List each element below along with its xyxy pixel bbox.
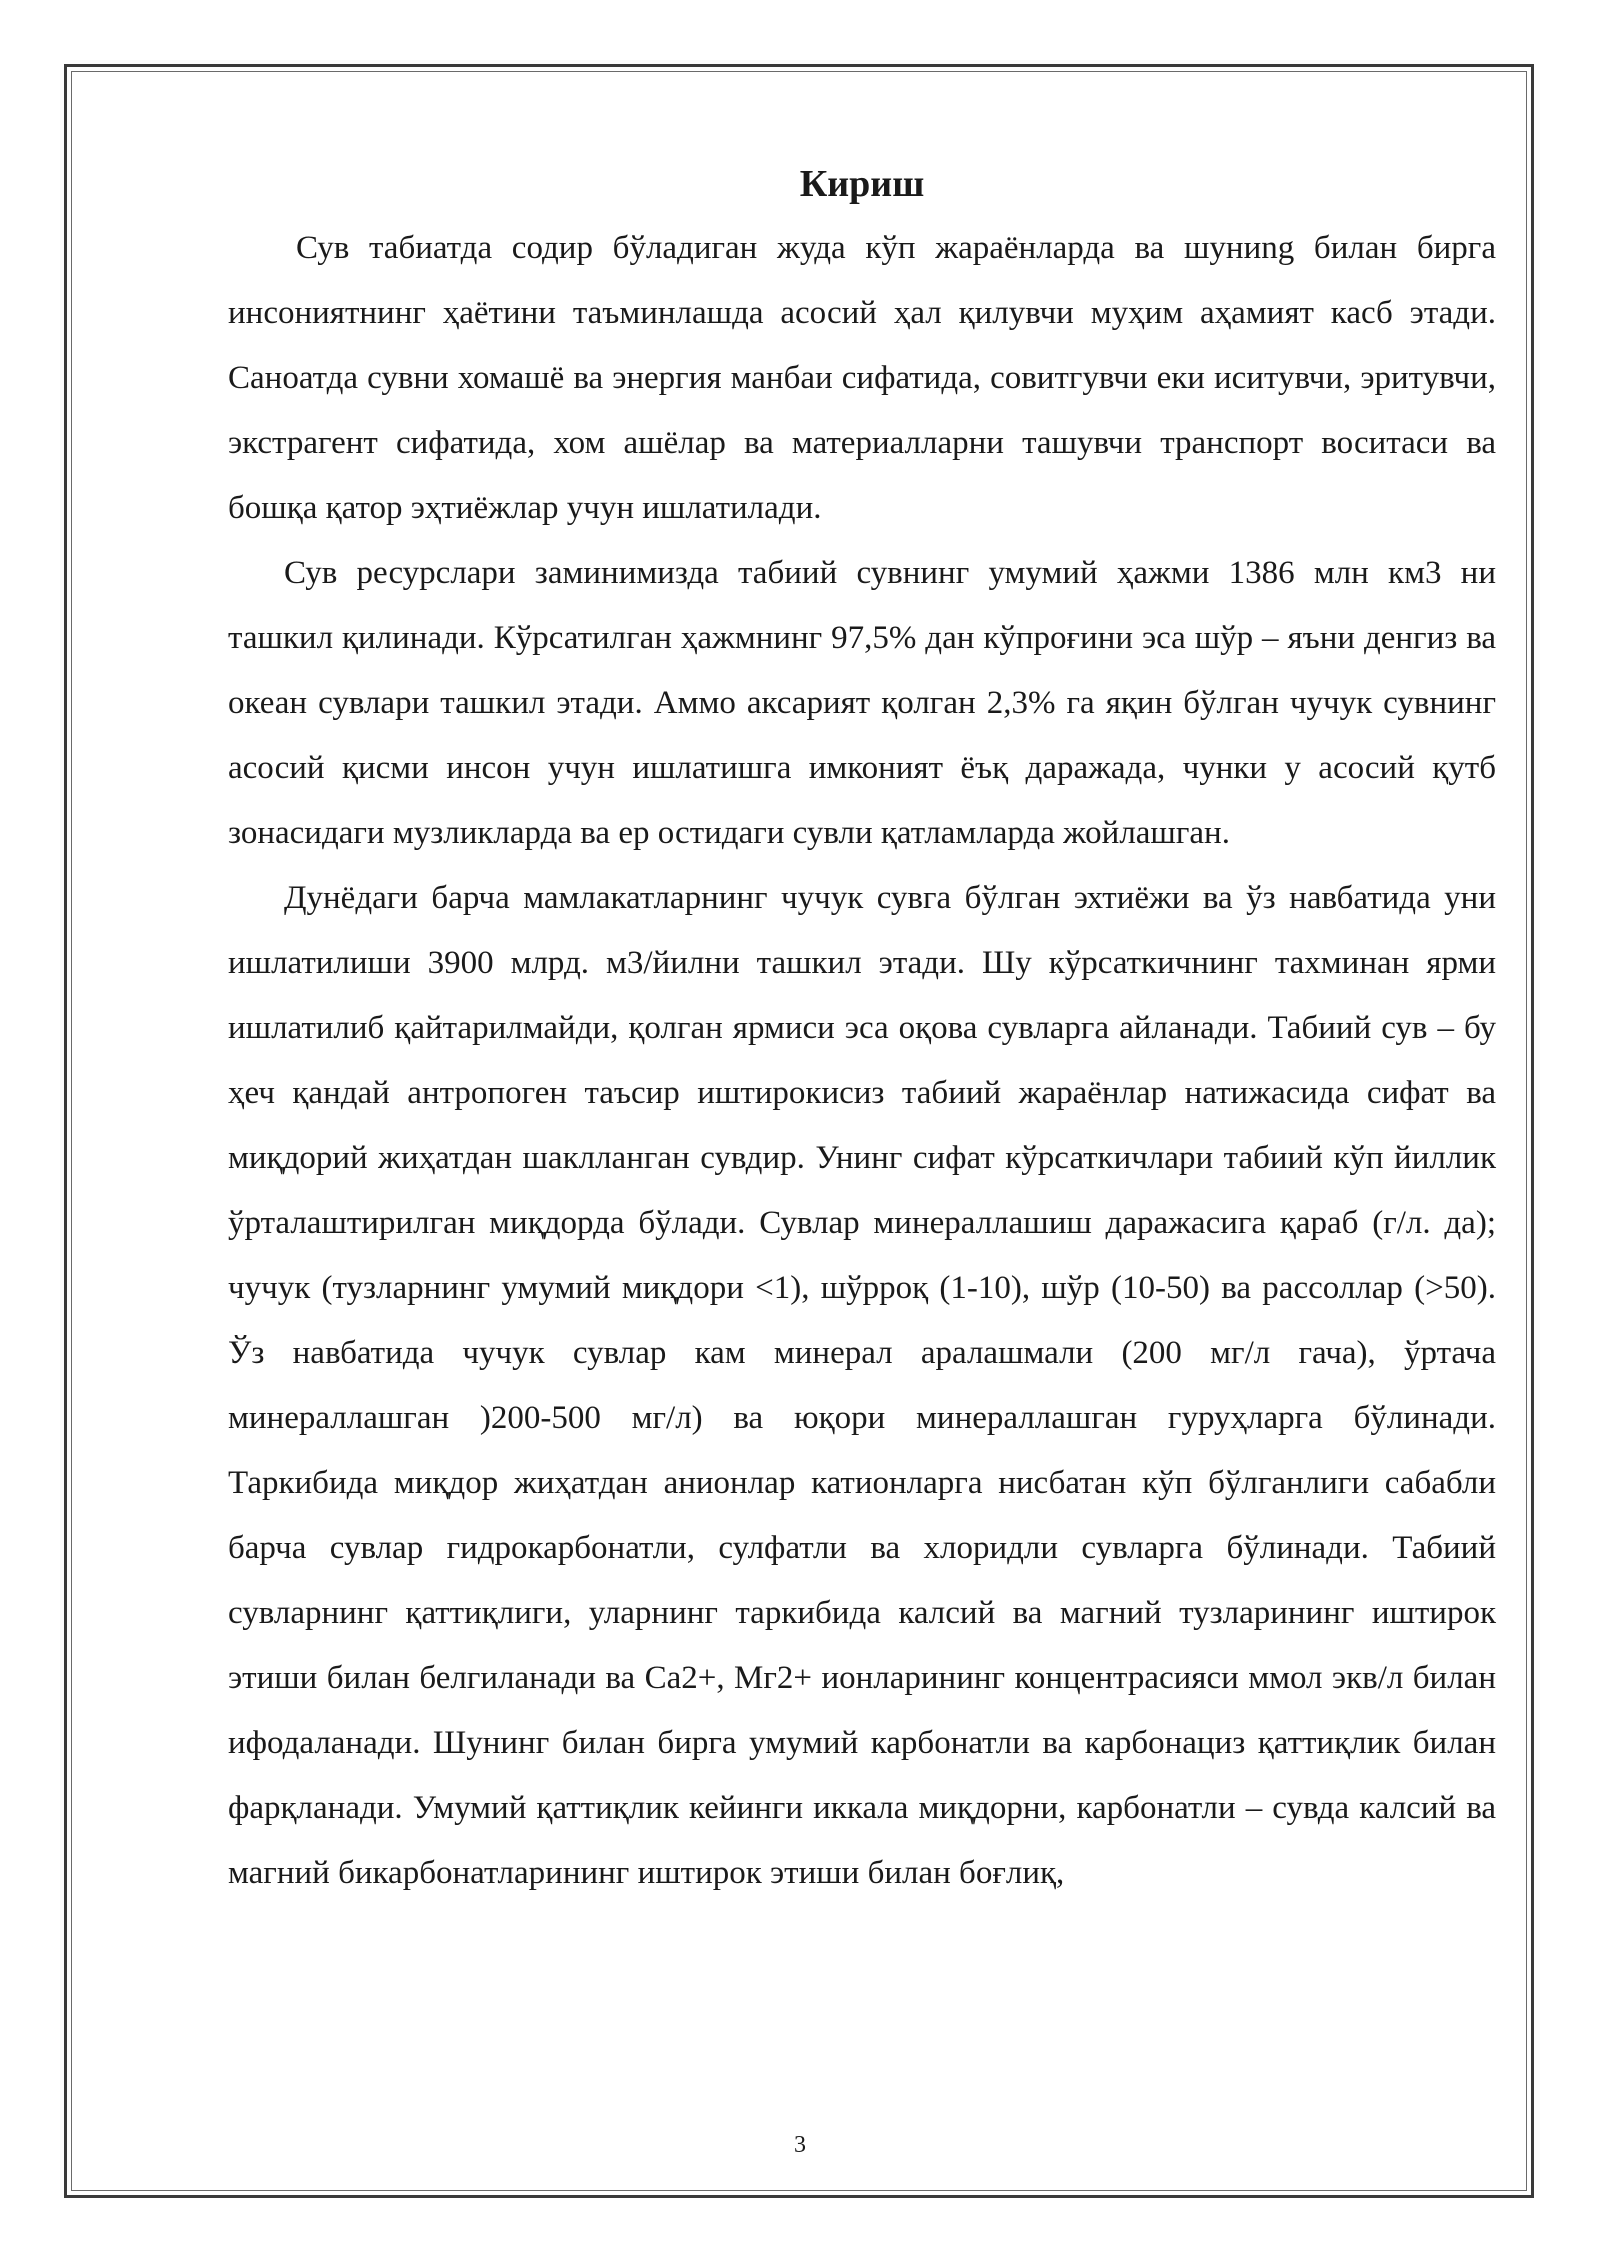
page-number: 3 bbox=[794, 2132, 806, 2158]
document-title: Кириш bbox=[799, 163, 925, 205]
paragraph-2: Сув ресурслари заминимизда табиий сувнинг умумий ҳажми 1386 млн км3 ни ташкил қилинади. Кўрсатилган ҳажмнинг 97,5% дан кўпроғини эса шўр – яъни денгиз ва океан сувлари ташкил этади. Аммо аксарият қолган 2,3% га яқин бўлган чучук сувнинг асосий қисми инсон учун ишлатишга имконият ёъқ даражада, чунки у асосий қутб зонасидаги музликларда ва ер остидаги сувли қатламларда жойлашган. bbox=[228, 555, 1496, 851]
paragraph-3: Дунёдаги барча мамлакатларнинг чучук сувга бўлган эхтиёжи ва ўз навбатида уни ишлатилиши 3900 млрд. м3/йилни ташкил этади. Шу кўрсаткичнинг тахминан ярми ишлатилиб қайтарилмайди, қолган ярмиси эса оқова сувларга айланади. Табиий сув – бу ҳеч қандай антропоген таъсир иштирокисиз табиий жараёнлар натижасида сифат ва миқдорий жиҳатдан шаклланган сувдир. Унинг сифат кўрсаткичлари табиий кўп йиллик ўрталаштирилган миқдорда бўлади. Сувлар минераллашиш даражасига қараб (г/л. да); чучук (тузларнинг умумий миқдори <1), шўррoқ (1-10), шўр (10-50) ва рассоллар (>50). Ўз навбатида чучук сувлар кам минерал аралашмали (200 мг/л гача), ўртача минераллашган )200-500 мг/л) ва юқори минераллашган гуруҳларга бўлинади. Таркибида миқдор жиҳатдан анионлар катионларга нисбатан кўп бўлганлиги сабабли барча сувлар гидрокарбонатли, сулфатли ва хлоридли сувларга бўлинади. Табиий сувларнинг қаттиқлиги, уларнинг таркибида калсий ва магний тузларининг иштирок этиши билан белгиланади ва Са2+, Мг2+ ионларининг концентрасияси ммол экв/л билан ифодаланади. Шунинг билан бирга умумий карбонатли ва карбонациз қаттиқлик билан фарқланади. Умумий қаттиқлик кейинги иккала миқдорни, карбонатли – сувда калсий ва магний бикарбонатларининг иштирок этиши билан боғлиқ, bbox=[228, 880, 1496, 1891]
document-body bbox=[228, 152, 1496, 1906]
paragraph-1: Сув табиатда содир бўладиган жуда кўп жараёнларда ва шуниng билан бирга инсониятнинг ҳаётини таъминлашда асосий ҳал қилувчи муҳим аҳамият касб этади. Саноатда сувни хомашё ва энергия манбаи сифатида, совитгувчи еки иситувчи, эритувчи, экстрагент сифатида, хом ашёлар ва материалларни ташувчи транспорт воситаси ва бошқа қатор эҳтиёжлар учун ишлатилади. bbox=[228, 230, 1496, 526]
